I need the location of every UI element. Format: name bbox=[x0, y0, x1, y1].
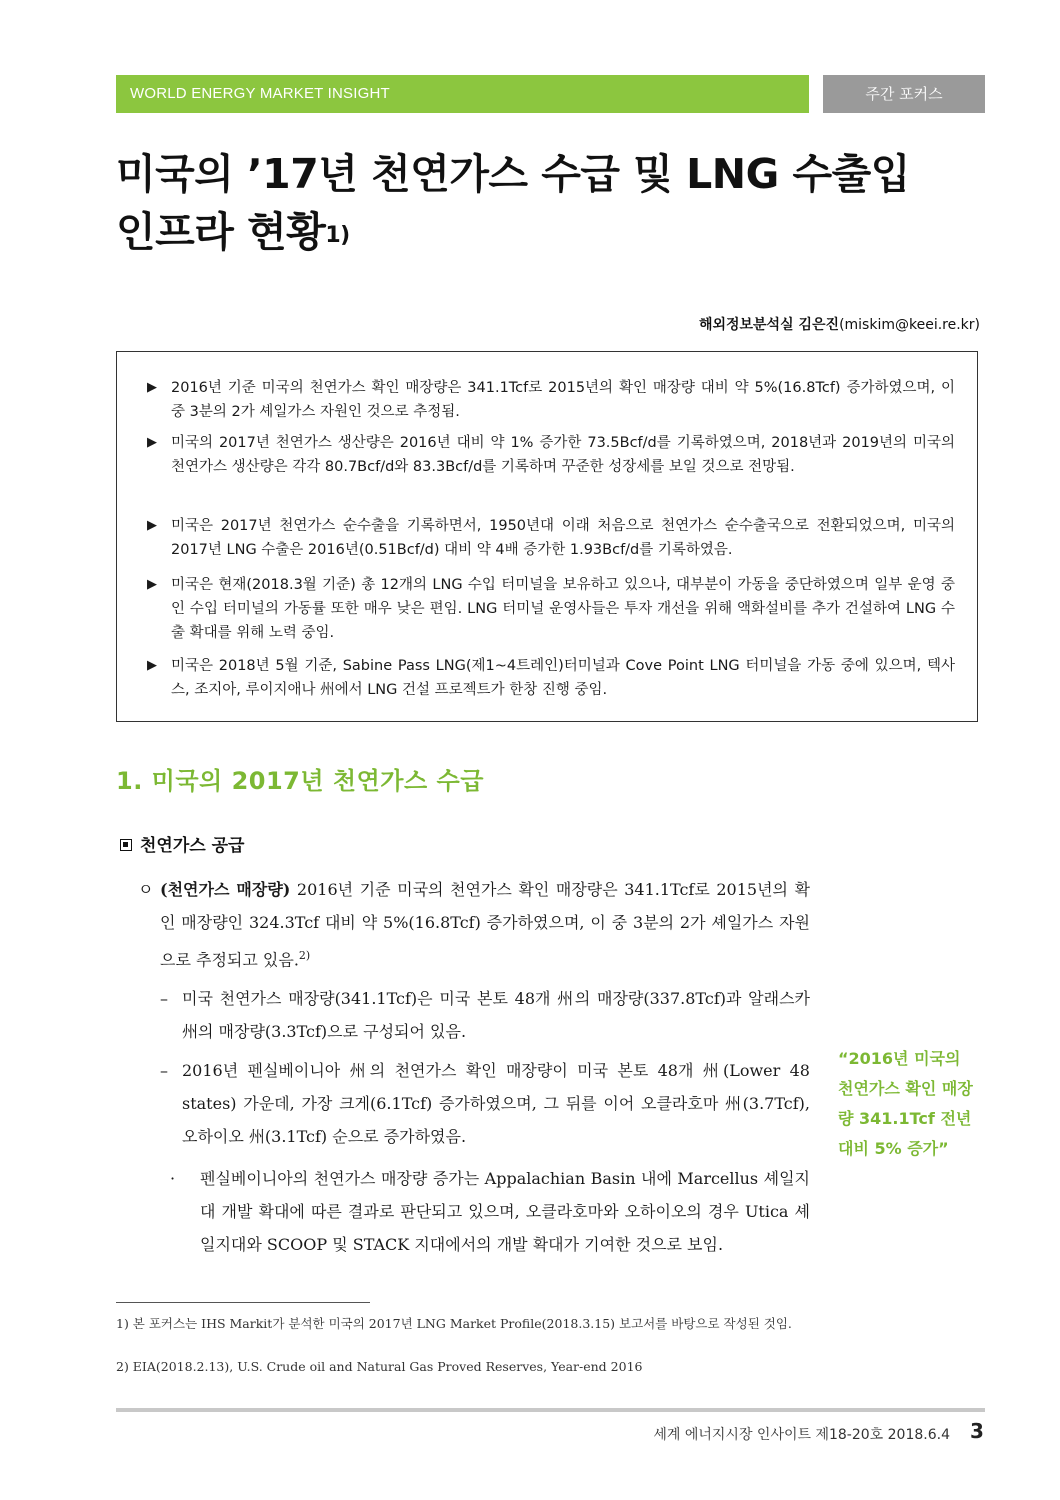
paragraph-body: 2016년 기준 미국의 천연가스 확인 매장량은 341.1Tcf로 2015년의 확인 매장량인 324.3Tcf 대비 약 5%(16.8Tcf) 증가하였으며, 이 중 3분의 2가 셰일가스 자원으로 추정되고 있음. bbox=[160, 880, 811, 970]
page-number: 3 bbox=[970, 1419, 984, 1443]
dash-item bbox=[160, 1054, 810, 1153]
paragraph-footnote-mark: 2) bbox=[298, 949, 311, 962]
dash-bullet-icon: – bbox=[160, 1061, 168, 1080]
summary-item bbox=[147, 514, 955, 562]
dash-item-text: 미국 천연가스 매장량(341.1Tcf)은 미국 본토 48개 州의 매장량(337.8Tcf)과 알래스카 州의 매장량(3.3Tcf)으로 구성되어 있음. bbox=[182, 989, 810, 1041]
dash-bullet-icon: – bbox=[160, 989, 168, 1008]
summary-item bbox=[147, 573, 955, 645]
sidebar-pull-quote: “2016년 미국의 천연가스 확인 매장량 341.1Tcf 전년 대비 5% 증가” bbox=[838, 1049, 973, 1158]
title-line-1: 미국의 ’17년 천연가스 수급 및 LNG 수출입 bbox=[116, 150, 910, 198]
footer-divider bbox=[116, 1408, 985, 1412]
summary-item bbox=[147, 431, 955, 479]
summary-item bbox=[147, 654, 955, 702]
header-section-tab: 주간 포커스 bbox=[823, 75, 985, 113]
bullet-arrow-icon: ▶ bbox=[147, 658, 157, 673]
bullet-arrow-icon: ▶ bbox=[147, 577, 157, 592]
dot-item bbox=[170, 1162, 810, 1261]
title-footnote-mark: 1) bbox=[325, 223, 350, 248]
bullet-arrow-icon: ▶ bbox=[147, 518, 157, 533]
dot-item-text: 펜실베이니아의 천연가스 매장량 증가는 Appalachian Basin 내에 Marcellus 셰일지대 개발 확대에 따른 결과로 판단되고 있으며, 오클라호마와 오하이오의 경우 Utica 셰일지대와 SCOOP 및 STACK 지대에서의 개발 확대가 기여한 것으로 보임. bbox=[200, 1169, 810, 1254]
header-band-label: WORLD ENERGY MARKET INSIGHT bbox=[130, 85, 390, 102]
dash-item bbox=[160, 982, 810, 1048]
title-line-2-text: 인프라 현황 bbox=[116, 208, 326, 256]
paragraph-lead: (천연가스 매장량) bbox=[160, 880, 291, 899]
checkbox-square-icon bbox=[120, 839, 132, 851]
author-line bbox=[699, 314, 980, 334]
main-paragraph bbox=[138, 873, 810, 976]
summary-box bbox=[116, 351, 978, 722]
dash-item-text: 2016년 펜실베이니아 州의 천연가스 확인 매장량이 미국 본토 48개 州(Lower 48 states) 가운데, 가장 크게(6.1Tcf) 증가하였으며, 그 뒤를 이어 오클라호마 州(3.7Tcf), 오하이오 州(3.1Tcf) 순으로 증가하였음. bbox=[182, 1061, 810, 1146]
footnote-divider bbox=[116, 1302, 370, 1303]
summary-item bbox=[147, 376, 955, 424]
summary-item-text: 미국은 2017년 천연가스 순수출을 기록하면서, 1950년대 이래 처음으로 천연가스 순수출국으로 전환되었으며, 미국의 2017년 LNG 수출은 2016년(0.51Bcf/d) 대비 약 4배 증가한 1.93Bcf/d를 기록하였음. bbox=[171, 518, 955, 558]
bullet-arrow-icon: ▶ bbox=[147, 380, 157, 395]
footnote: 1) 본 포커스는 IHS Markit가 분석한 미국의 2017년 LNG Market Profile(2018.3.15) 보고서를 바탕으로 작성된 것임. bbox=[116, 1316, 792, 1331]
footnote: 2) EIA(2018.2.13), U.S. Crude oil and Natural Gas Proved Reserves, Year-end 2016 bbox=[116, 1359, 643, 1374]
page-title bbox=[116, 145, 976, 261]
bullet-arrow-icon: ▶ bbox=[147, 435, 157, 450]
main-paragraph-text bbox=[138, 873, 810, 976]
header-band bbox=[116, 75, 809, 113]
section-heading: 1. 미국의 2017년 천연가스 수급 bbox=[116, 767, 484, 795]
summary-item-text: 미국은 2018년 5월 기준, Sabine Pass LNG(제1~4트레인)터미널과 Cove Point LNG 터미널을 가동 중에 있으며, 텍사스, 조지아, 루이지애나 州에서 LNG 건설 프로젝트가 한창 진행 중임. bbox=[171, 658, 955, 698]
subsection-heading bbox=[120, 831, 244, 856]
title-line-2 bbox=[116, 203, 976, 261]
circle-bullet-icon: ㅇ bbox=[138, 880, 154, 899]
subsection-heading-text: 천연가스 공급 bbox=[140, 836, 245, 856]
author-email: (miskim@keei.re.kr) bbox=[839, 317, 980, 333]
footer-publication: 세계 에너지시장 인사이트 제18-20호 2018.6.4 bbox=[653, 1427, 950, 1443]
author-name: 해외정보분석실 김은진 bbox=[698, 317, 840, 333]
summary-item-text: 2016년 기준 미국의 천연가스 확인 매장량은 341.1Tcf로 2015년의 확인 매장량 대비 약 5%(16.8Tcf) 증가하였으며, 이 중 3분의 2가 셰일가스 자원인 것으로 추정됨. bbox=[171, 380, 955, 420]
summary-item-text: 미국은 현재(2018.3월 기준) 총 12개의 LNG 수입 터미널을 보유하고 있으나, 대부분이 가동을 중단하였으며 일부 운영 중인 수입 터미널의 가동률 또한 매우 낮은 편임. LNG 터미널 운영사들은 투자 개선을 위해 액화설비를 추가 건설하여 LNG 수출 확대를 위해 노력 중임. bbox=[171, 577, 955, 641]
summary-item-text: 미국의 2017년 천연가스 생산량은 2016년 대비 약 1% 증가한 73.5Bcf/d를 기록하였으며, 2018년과 2019년의 미국의 천연가스 생산량은 각각 80.7Bcf/d와 83.3Bcf/d를 기록하며 꾸준한 성장세를 보일 것으로 전망됨. bbox=[171, 435, 955, 475]
dot-bullet-icon: · bbox=[170, 1169, 176, 1188]
